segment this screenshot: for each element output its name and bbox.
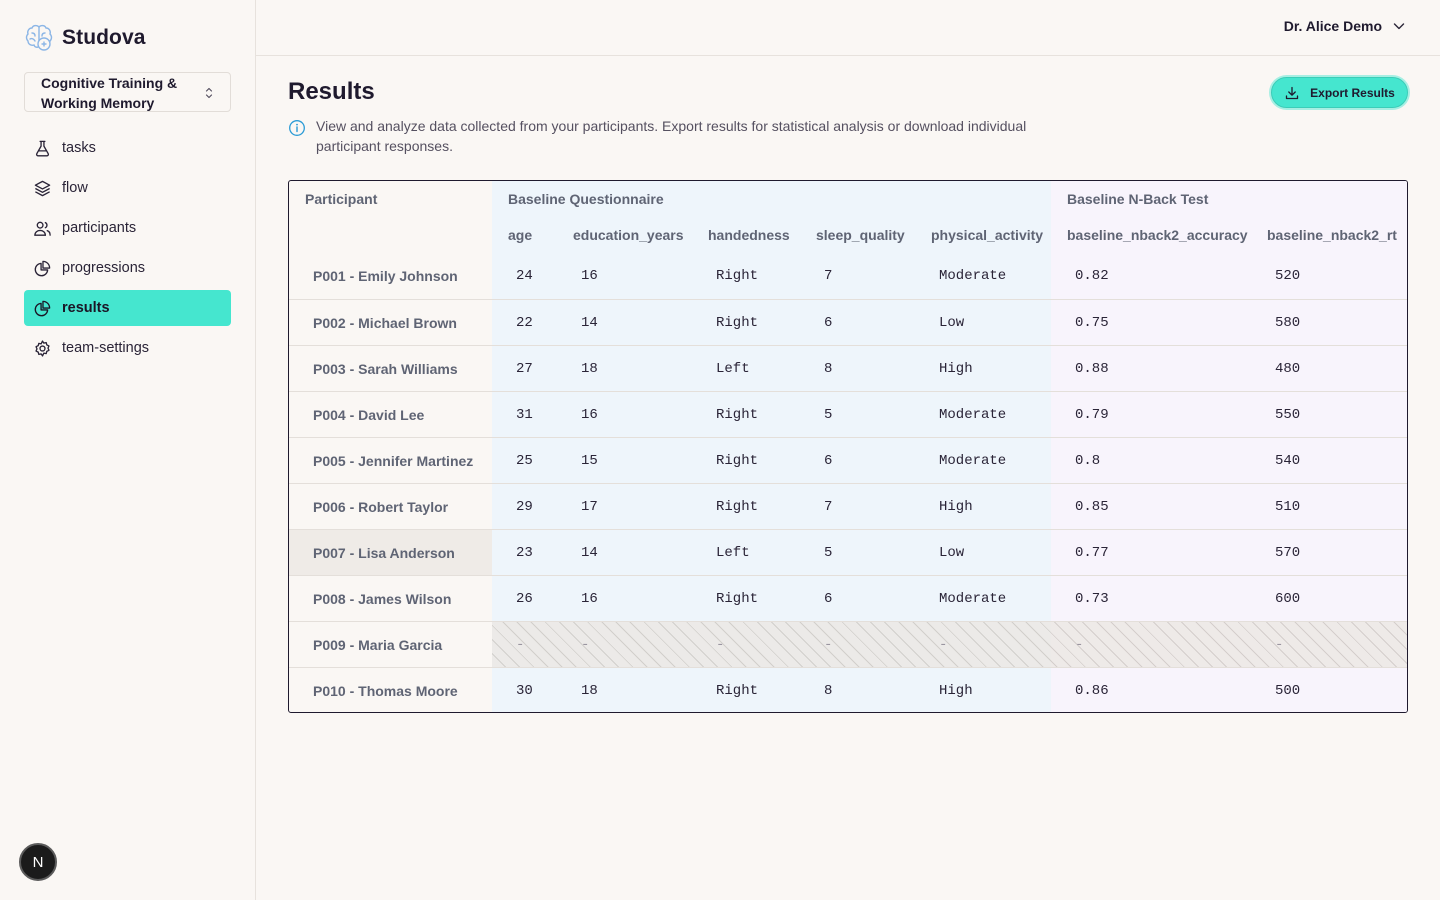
value-cell: Moderate [939, 406, 1007, 423]
value-cell: 5 [824, 544, 833, 561]
value-cell: Moderate [939, 268, 1007, 284]
value-cell: - [824, 636, 833, 653]
table-row[interactable] [289, 345, 1407, 391]
sidebar-nav [24, 130, 231, 370]
chevron-down-icon [1392, 19, 1406, 33]
value-cell: 15 [581, 452, 598, 469]
flask-icon [32, 138, 52, 158]
value-cell: Right [716, 452, 759, 469]
value-cell: 7 [824, 268, 833, 284]
sidebar-item-label: participants [62, 220, 137, 236]
info-icon [288, 119, 306, 137]
value-cell: 0.88 [1075, 360, 1109, 377]
value-cell: Right [716, 682, 759, 699]
participant-header: Participant [305, 191, 378, 207]
gear-icon [32, 338, 52, 358]
top-bar [256, 0, 1440, 56]
info-text: View and analyze data collected from your participants. Export results for statistical analysis or download individual participant responses. [316, 118, 1027, 154]
table-row[interactable] [289, 621, 1407, 667]
value-cell: Right [716, 406, 759, 423]
value-cell: - [1075, 636, 1084, 653]
value-cell: 23 [516, 544, 533, 561]
column-header[interactable]: education_years [573, 227, 684, 243]
value-cell: Low [939, 314, 965, 331]
results-table [288, 180, 1408, 713]
column-header[interactable]: sleep_quality [816, 227, 905, 243]
value-cell: 22 [516, 314, 533, 331]
participant-cell[interactable]: P009 - Maria Garcia [313, 636, 443, 653]
value-cell: - [1275, 636, 1284, 653]
value-cell: - [516, 636, 525, 653]
project-selector[interactable] [24, 72, 231, 112]
value-cell: Moderate [939, 590, 1007, 607]
column-header[interactable]: baseline_nback2_rt [1267, 227, 1397, 243]
table-row[interactable] [289, 575, 1407, 621]
column-header[interactable]: age [508, 227, 533, 243]
value-cell: - [716, 636, 725, 653]
value-cell: Right [716, 498, 759, 515]
participant-cell[interactable]: P001 - Emily Johnson [313, 268, 458, 284]
value-cell: 0.73 [1075, 590, 1109, 607]
sidebar-item-label: team-settings [62, 340, 150, 356]
value-cell: 520 [1275, 268, 1301, 284]
value-cell: 16 [581, 268, 598, 284]
value-cell: High [939, 360, 973, 377]
value-cell: 0.8 [1075, 452, 1101, 469]
value-cell: Right [716, 314, 759, 331]
pie-chart-icon [32, 298, 52, 318]
sidebar-item-team-settings[interactable] [24, 330, 231, 366]
value-cell: 6 [824, 314, 833, 331]
value-cell: Right [716, 268, 759, 284]
sidebar-item-label: progressions [62, 260, 146, 276]
badge-letter: N [32, 853, 44, 871]
sidebar-item-progressions[interactable] [24, 250, 231, 286]
value-cell: 16 [581, 590, 598, 607]
value-cell: 24 [516, 268, 533, 284]
brain-logo-icon [24, 24, 54, 52]
value-cell: 580 [1275, 314, 1301, 331]
value-cell: - [939, 636, 948, 653]
participant-cell[interactable]: P003 - Sarah Williams [313, 360, 458, 377]
participant-cell[interactable]: P007 - Lisa Anderson [289, 530, 492, 575]
page-description [288, 116, 1068, 156]
value-cell: Moderate [939, 452, 1007, 469]
value-cell: - [581, 636, 590, 653]
group-header-questionnaire: Baseline Questionnaire [508, 191, 664, 207]
sidebar-item-participants[interactable] [24, 210, 231, 246]
value-cell: Low [939, 544, 965, 561]
participant-cell[interactable]: P006 - Robert Taylor [313, 498, 449, 515]
export-results-label: Export Results [1310, 85, 1395, 100]
dev-tools-badge[interactable] [19, 843, 57, 881]
value-cell: 27 [516, 360, 533, 377]
value-cell: 16 [581, 406, 598, 423]
value-cell: High [939, 498, 973, 515]
participant-cell[interactable]: P008 - James Wilson [313, 590, 452, 607]
participant-cell[interactable]: P010 - Thomas Moore [313, 682, 458, 699]
value-cell: 6 [824, 452, 833, 469]
sidebar-item-label: tasks [62, 140, 96, 156]
value-cell: 0.77 [1075, 544, 1109, 561]
user-name: Dr. Alice Demo [1283, 18, 1382, 34]
brand[interactable] [24, 24, 146, 52]
value-cell: 540 [1275, 452, 1301, 469]
value-cell: 6 [824, 590, 833, 607]
users-icon [32, 218, 52, 238]
value-cell: 500 [1275, 682, 1301, 699]
sidebar-item-label: flow [62, 180, 88, 196]
project-name: Cognitive Training & Working Memory [41, 74, 178, 111]
group-header-nback: Baseline N-Back Test [1067, 191, 1209, 207]
column-header[interactable]: physical_activity [931, 227, 1044, 243]
value-cell: 510 [1275, 498, 1301, 515]
table-row[interactable] [289, 529, 1407, 575]
value-cell: 18 [581, 360, 598, 377]
value-cell: High [939, 682, 973, 699]
value-cell: 8 [824, 360, 833, 377]
value-cell: 0.82 [1075, 268, 1109, 284]
participant-cell[interactable]: P002 - Michael Brown [313, 314, 457, 331]
value-cell: 26 [516, 590, 533, 607]
value-cell: Left [716, 360, 750, 377]
sidebar-item-tasks[interactable] [24, 130, 231, 166]
value-cell: 18 [581, 682, 598, 699]
value-cell: 0.75 [1075, 314, 1109, 331]
value-cell: 31 [516, 406, 533, 423]
value-cell: 14 [581, 544, 598, 561]
sidebar-item-label: results [62, 300, 110, 316]
value-cell: 14 [581, 314, 598, 331]
value-cell: 30 [516, 682, 533, 699]
column-header[interactable]: handedness [708, 227, 790, 243]
value-cell: Left [716, 544, 750, 561]
value-cell: 0.79 [1075, 406, 1109, 423]
user-menu[interactable] [1284, 18, 1406, 34]
value-cell: 29 [516, 498, 533, 515]
no-data-hatch [492, 622, 1407, 667]
table-row[interactable] [289, 483, 1407, 529]
brand-name: Studova [62, 26, 146, 49]
page-title: Results [288, 78, 375, 105]
value-cell: 550 [1275, 406, 1301, 423]
value-cell: 8 [824, 682, 833, 699]
value-cell: 0.86 [1075, 682, 1109, 699]
value-cell: 570 [1275, 544, 1301, 561]
sidebar-item-results[interactable] [24, 290, 231, 326]
table-row[interactable] [289, 299, 1407, 345]
download-icon [1284, 85, 1300, 101]
value-cell: 25 [516, 452, 533, 469]
value-cell: 7 [824, 498, 833, 515]
table-row[interactable] [289, 253, 1407, 299]
table-row[interactable] [289, 437, 1407, 483]
value-cell: 17 [581, 498, 598, 515]
pie-chart-icon [32, 258, 52, 278]
column-header[interactable]: baseline_nback2_accuracy [1067, 227, 1248, 243]
table-row[interactable] [289, 391, 1407, 437]
value-cell: 480 [1275, 360, 1301, 377]
participant-cell[interactable]: P004 - David Lee [313, 406, 425, 423]
layers-icon [32, 178, 52, 198]
sidebar-item-flow[interactable] [24, 170, 231, 206]
value-cell: 600 [1275, 590, 1301, 607]
value-cell: Right [716, 590, 759, 607]
sidebar [0, 0, 256, 900]
participant-cell[interactable]: P005 - Jennifer Martinez [313, 452, 474, 469]
value-cell: 5 [824, 406, 833, 423]
export-results-button[interactable] [1271, 77, 1408, 108]
table-row[interactable] [289, 667, 1407, 713]
chevron-up-down-icon [204, 85, 214, 101]
value-cell: 0.85 [1075, 498, 1109, 515]
